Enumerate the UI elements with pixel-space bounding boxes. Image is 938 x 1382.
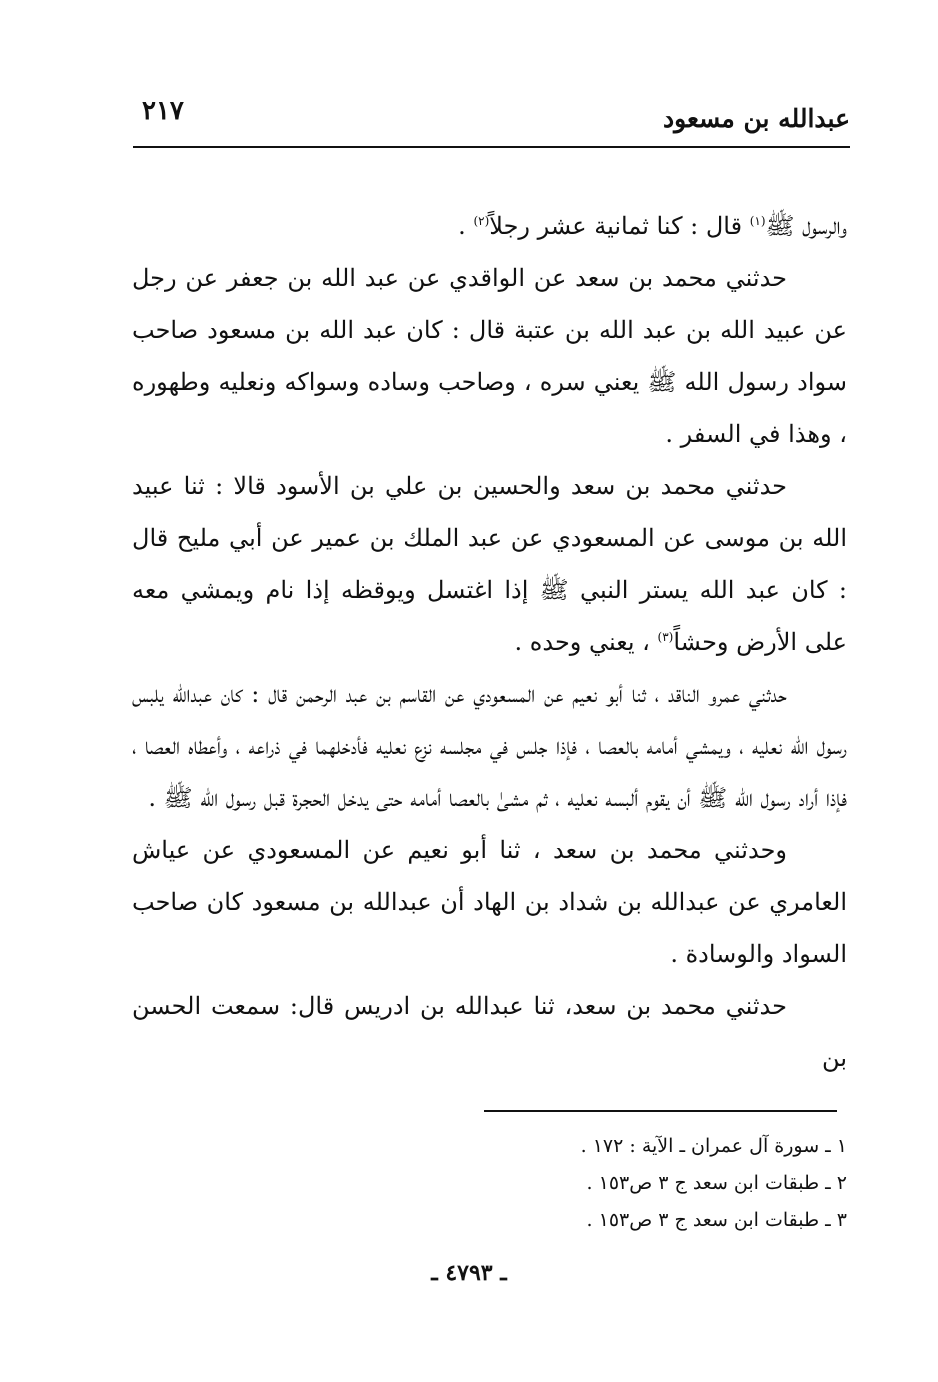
running-title: عبدالله بن مسعود xyxy=(662,104,850,133)
main-text xyxy=(132,200,847,1084)
paragraph-text: والرسول ﷺ xyxy=(765,212,847,240)
paragraph xyxy=(132,200,847,252)
paragraph xyxy=(132,668,847,824)
paragraph xyxy=(132,460,847,668)
paragraph xyxy=(132,252,847,460)
header-rule xyxy=(133,146,850,148)
footnote: ٢ ـ طبقات ابن سعد ج ٣ ص١٥٣ . xyxy=(586,1172,847,1194)
paragraph-text: وحدثني محمد بن سعد ، ثنا أبو نعيم عن المسعودي عن عياش العامري عن عبدالله بن شداد بن الهاد أن عبدالله بن مسعود كان صاحب السواد والوسادة . xyxy=(132,836,847,968)
footnote: ٣ ـ طبقات ابن سعد ج ٣ ص١٥٣ . xyxy=(586,1209,847,1231)
footnote-marker: (١) xyxy=(749,214,766,228)
paragraph-text: حدثني محمد بن سعد، ثنا عبدالله بن ادريس قال: سمعت الحسن بن xyxy=(132,992,847,1072)
paragraph-text: حدثني محمد بن سعد والحسين بن علي بن الأسود قالا : ثنا عبيد الله بن موسى عن المسعودي عن عبد الملك بن عمير عن أبي مليح قال : كان عبد الله يستر النبي ﷺ إذا اغتسل ويوقظه إذا نام ويمشي معه على الأرض وحشاً xyxy=(132,472,847,656)
paragraph xyxy=(132,824,847,980)
footnote-marker: (٣) xyxy=(657,630,674,644)
paragraph-text: . xyxy=(458,212,474,240)
folio-number: ـ ٤٧٩٣ ـ xyxy=(431,1260,507,1286)
page-header xyxy=(130,92,850,146)
footnotes xyxy=(400,1128,847,1239)
paragraph-text: ، يعني وحده . xyxy=(514,628,658,656)
paragraph-text: حدثني محمد بن سعد عن الواقدي عن عبد الله بن جعفر عن رجل عن عبيد الله بن عبد الله بن عتبة قال : كان عبد الله بن مسعود صاحب سواد رسول الله ﷺ يعني سره ، وصاحب وساده وسواكه ونعليه وطهوره ، وهذا في السفر . xyxy=(132,264,847,448)
footnote: ١ ـ سورة آل عمران ـ الآية : ١٧٢ . xyxy=(580,1135,847,1157)
page-number: ٢١٧ xyxy=(142,96,184,126)
paragraph xyxy=(132,980,847,1084)
footnote-marker: (٢) xyxy=(473,214,490,228)
paragraph-text: قال : كنا ثمانية عشر رجلاً xyxy=(489,212,750,240)
paragraph-text: حدثني عمرو الناقد ، ثنا أبو نعيم عن المسعودي عن القاسم بن عبد الرحمن قال : كان عبدالله يلبس رسول الله نعليه ، ويمشي أمامه بالعصا ، فإذا جلس في مجلسه نزع نعليه فأدخلهما في ذراعه ، وأعطاه العصا ، فإذا أراد رسول الله ﷺ أن يقوم ألبسه نعليه ، ثم مشىٰ بالعصا أمامه حتى يدخل الحجرة قبل رسول الله ﷺ . xyxy=(132,680,847,812)
footnote-rule xyxy=(484,1110,837,1112)
